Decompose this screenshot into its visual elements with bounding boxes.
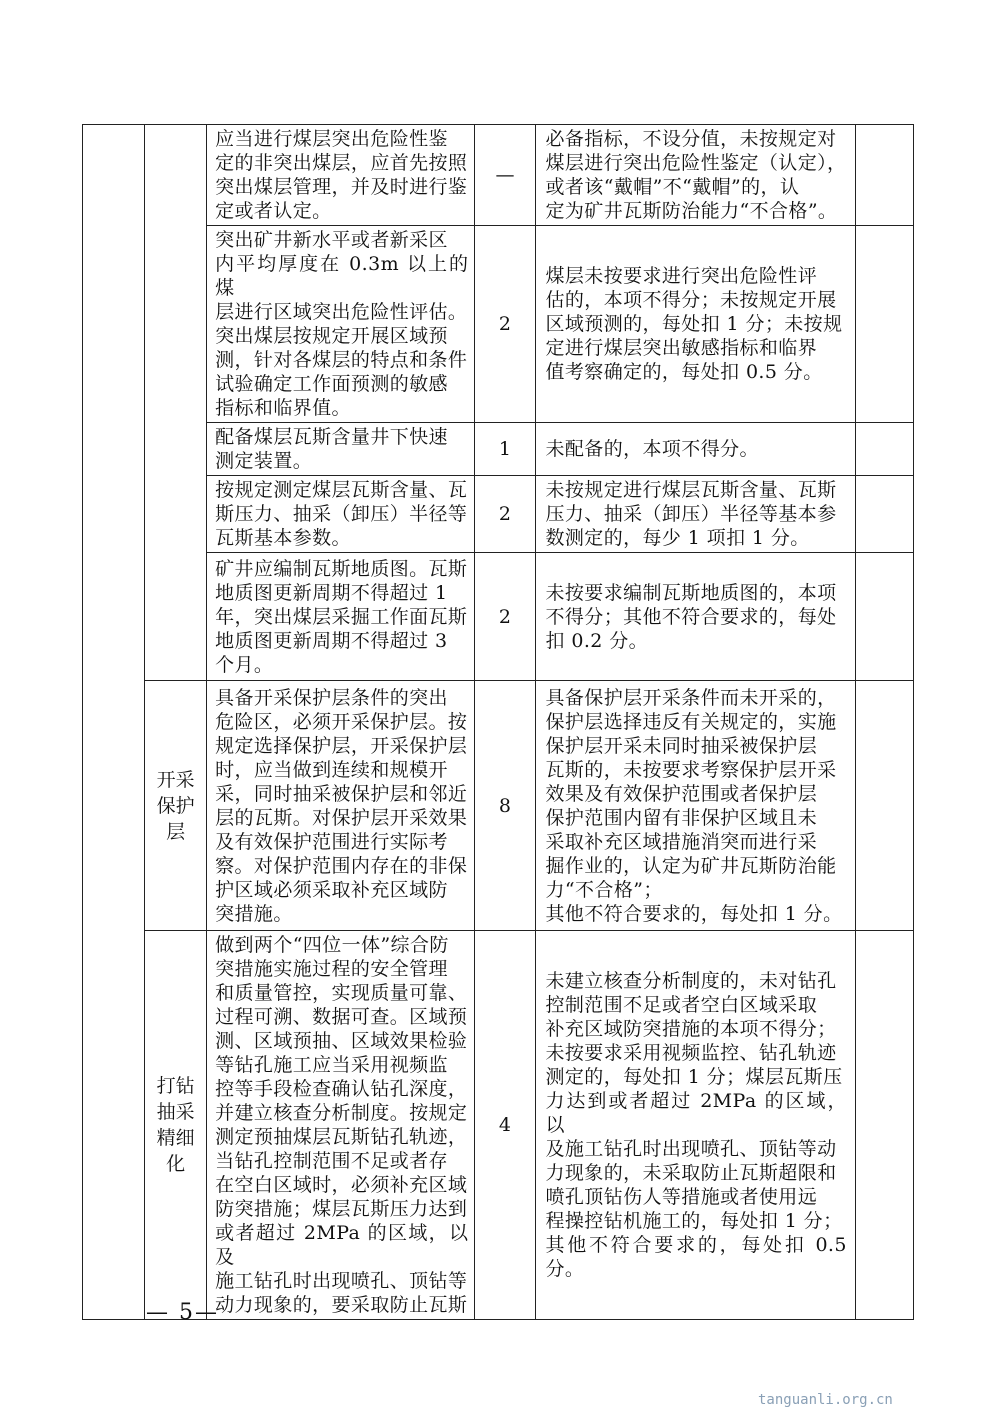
table-row [83,423,914,476]
requirement-cell: 具备开采保护层条件的突出 危险区，必须开采保护层。按 规定选择保护层，开采保护层 时，应当做到连续和规模开 采，同时抽采被保护层和邻近 层的瓦斯。对保护层开采效果 及有效保护范围进行实际考 察。对保护范围内存在的非保 护区域必须采取补充区域防 突措施。 [207,681,475,931]
page-number: — 5— [146,1300,219,1325]
requirement-cell: 应当进行煤层突出危险性鉴 定的非突出煤层，应首先按照 突出煤层管理，并及时进行鉴 定或者认定。 [207,125,475,226]
table-row [83,681,914,931]
remark-cell [855,553,913,681]
table-row [83,226,914,423]
remark-cell [855,931,913,1320]
standard-cell: 具备保护层开采条件而未开采的， 保护层选择违反有关规定的，实施 保护层开采未同时抽采被保护层 瓦斯的，未按要求考察保护层开采 效果及有效保护范围或者保护层 保护范围内留有非保护区域且未 采取补充区域措施消突而进行采 掘作业的，认定为矿井瓦斯防治能 力“不合格”； 其他不符合要求的，每处扣 1 分。 [535,681,855,931]
standard-cell: 未按规定进行煤层瓦斯含量、瓦斯 压力、抽采（卸压）半径等基本参 数测定的，每少 1 项扣 1 分。 [535,476,855,553]
requirement-cell: 做到两个“四位一体”综合防 突措施实施过程的安全管理 和质量管控，实现质量可靠、 过程可溯、数据可查。区域预 测、区域预抽、区域效果检验 等钻孔施工应当采用视频监 控等手段检查确认钻孔深度， 并建立核查分析制度。按规定 测定预抽煤层瓦斯钻孔轨迹， 当钻孔控制范围不足或者存 在空白区域时，必须补充区域 防突措施；煤层瓦斯压力达到 或者超过 2MPa 的区域，以及 施工钻孔时出现喷孔、顶钻等 动力现象的，要采取防止瓦斯 [207,931,475,1320]
item-label-line: 抽采 [156,1101,195,1123]
score-cell: 1 [475,423,535,476]
table-row [83,476,914,553]
score-cell: 2 [475,553,535,681]
score-cell: 2 [475,226,535,423]
remark-cell [855,476,913,553]
item-cell-protective-layer [145,681,207,931]
remark-cell [855,423,913,476]
remark-cell [855,226,913,423]
item-label-line: 开采 [156,768,195,791]
item-cell [145,125,207,681]
standard-cell: 未建立核查分析制度的，未对钻孔 控制范围不足或者空白区域采取 补充区域防突措施的本项不得分； 未按要求采用视频监控、钻孔轨迹 测定的，每处扣 1 分；煤层瓦斯压 力达到或者超过 2MPa 的区域，以 及施工钻孔时出现喷孔、顶钻等动 力现象的，未采取防止瓦斯超限和 喷孔顶钻伤人等措施或者使用远 程操控钻机施工的，每处扣 1 分； 其他不符合要求的，每处扣 0.5 分。 [535,931,855,1320]
standard-cell: 必备指标，不设分值，未按规定对 煤层进行突出危险性鉴定（认定）， 或者该“戴帽”不“戴帽”的，认 定为矿井瓦斯防治能力“不合格”。 [535,125,855,226]
category-cell [83,125,145,1320]
remark-cell [855,681,913,931]
item-label-line: 打钻 [156,1075,195,1097]
requirement-cell: 配备煤层瓦斯含量井下快速 测定装置。 [207,423,475,476]
item-label-line: 精细 [156,1127,195,1149]
standard-cell: 未配备的，本项不得分。 [535,423,855,476]
standard-cell: 煤层未按要求进行突出危险性评 估的，本项不得分；未按规定开展 区域预测的，每处扣 1 分；未按规 定进行煤层突出敏感指标和临界 值考察确定的，每处扣 0.5 分。 [535,226,855,423]
remark-cell [855,125,913,226]
score-cell: 8 [475,681,535,931]
requirement-cell: 矿井应编制瓦斯地质图。瓦斯 地质图更新周期不得超过 1 年，突出煤层采掘工作面瓦斯 地质图更新周期不得超过 3 个月。 [207,553,475,681]
score-cell: 2 [475,476,535,553]
score-cell: — [475,125,535,226]
item-cell-drilling-refinement [145,931,207,1320]
item-label-line: 保护 [156,794,195,817]
scoring-table [82,124,914,1320]
requirement-cell: 按规定测定煤层瓦斯含量、瓦 斯压力、抽采（卸压）半径等 瓦斯基本参数。 [207,476,475,553]
standard-cell: 未按要求编制瓦斯地质图的，本项 不得分；其他不符合要求的，每处 扣 0.2 分。 [535,553,855,681]
score-cell: 4 [475,931,535,1320]
watermark: tanguanli.org.cn [758,1392,893,1408]
requirement-cell: 突出矿井新水平或者新采区 内平均厚度在 0.3m 以上的煤 层进行区域突出危险性评估。 突出煤层按规定开展区域预 测，针对各煤层的特点和条件 试验确定工作面预测的敏感 指标和临界值。 [207,226,475,423]
table-row [83,553,914,681]
table-row [83,931,914,1320]
item-label-line: 化 [166,1153,186,1175]
table-row [83,125,914,226]
item-label-line: 层 [166,820,186,843]
